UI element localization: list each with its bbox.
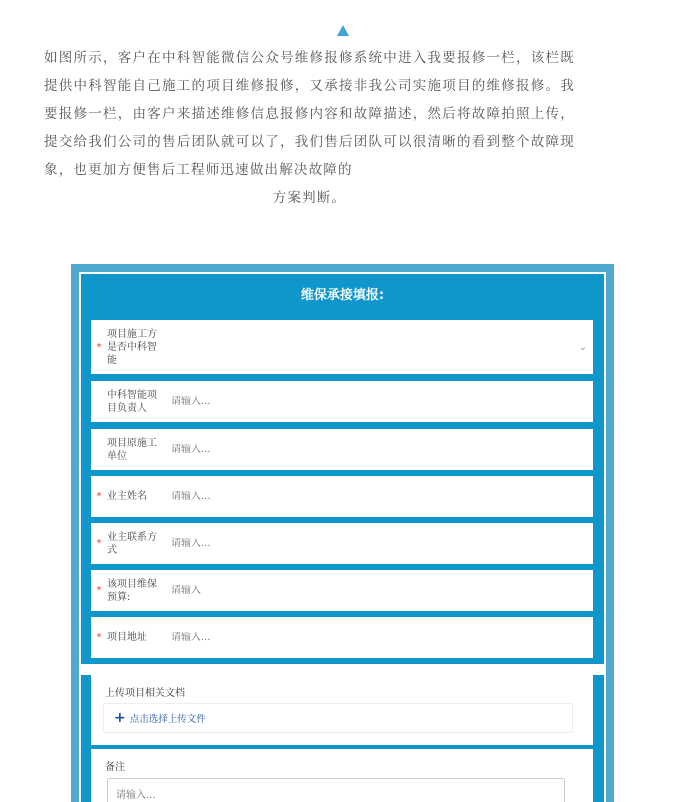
required-marker: * — [96, 585, 102, 596]
intro-text: 如图所示，客户在中科智能微信公众号维修报修系统中进入我要报修一栏，该栏既提供中科智能自己施工的项目维修报修，又承接非我公司实施项目的维修报修。我要报修一栏，由客户来描述维修信息报修内容和故障描述，然后将故障拍照上传，提交给我们公司的售后团队就可以了，我们售后团队可以很清晰的看到整个故障现象，也更加方便售后工程师迅速做出解决故障的 — [44, 50, 575, 178]
notes-section — [81, 749, 604, 802]
upload-panel — [91, 675, 593, 745]
field-owner-contact — [91, 523, 593, 564]
form-title: 维保承接填报: — [300, 288, 385, 303]
form-frame — [71, 264, 614, 802]
project-address-input[interactable] — [171, 632, 593, 643]
field-owner-name — [91, 476, 593, 517]
intro-paragraph — [44, 44, 575, 212]
notes-title: 备注 — [105, 762, 125, 773]
required-marker: * — [96, 341, 102, 353]
notes-textarea[interactable] — [107, 778, 565, 802]
owner-name-input[interactable] — [171, 491, 593, 502]
up-arrow-icon — [337, 25, 349, 36]
required-marker: * — [96, 632, 102, 643]
field-project-address — [91, 617, 593, 658]
field-construction-party[interactable] — [91, 320, 593, 374]
field-maintenance-budget — [91, 570, 593, 611]
field-project-manager — [91, 381, 593, 422]
repair-form — [81, 274, 604, 664]
field-label: 项目原施工单位 — [107, 437, 157, 462]
owner-contact-input[interactable] — [171, 538, 593, 549]
notes-panel — [91, 749, 593, 802]
intro-last-line: 方案判断。 — [272, 190, 347, 206]
chevron-down-icon[interactable]: ⌄ — [578, 341, 588, 353]
required-marker: * — [96, 538, 102, 549]
upload-button-label: 点击选择上传文件 — [129, 714, 206, 725]
project-manager-input[interactable] — [171, 396, 593, 407]
plus-icon: + — [114, 710, 126, 726]
field-label: 该项目维保预算: — [107, 578, 157, 603]
field-label: 项目地址 — [107, 632, 147, 643]
maintenance-budget-input[interactable] — [171, 585, 593, 596]
upload-file-button[interactable] — [103, 703, 573, 733]
upload-title: 上传项目相关文档 — [105, 688, 185, 699]
field-label: 中科智能项目负责人 — [107, 389, 157, 414]
required-marker: * — [96, 491, 102, 502]
field-label: 业主姓名 — [107, 491, 147, 502]
field-label: 业主联系方式 — [107, 531, 157, 556]
original-contractor-input[interactable] — [171, 444, 593, 455]
field-original-contractor — [91, 429, 593, 470]
upload-section — [81, 675, 604, 755]
field-label: 项目施工方是否中科智能 — [107, 328, 157, 366]
form-frame-inner — [79, 272, 606, 802]
